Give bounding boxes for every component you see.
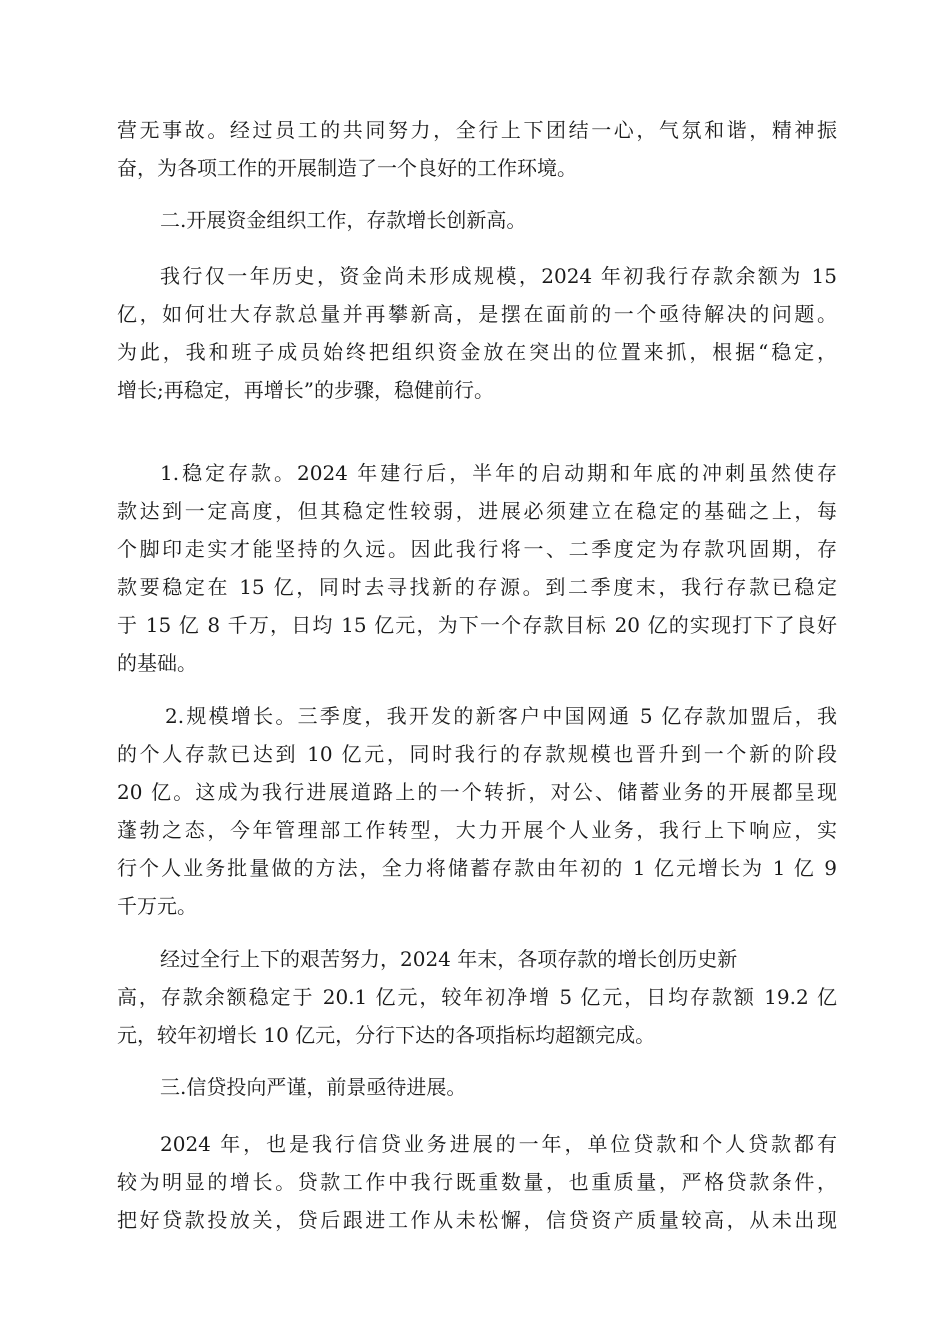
paragraph-line: 营无事故。经过员工的共同努力，全行上下团结一心，气氛和谐，精神振 (117, 118, 837, 142)
paragraph-line: 元，较年初增长 10 亿元，分行下达的各项指标均超额完成。 (117, 1023, 656, 1047)
paragraph-line: 我行仅一年历史，资金尚未形成规模，2024 年初我行存款余额为 15 (160, 264, 837, 288)
paragraph-line: 蓬勃之态，今年管理部工作转型，大力开展个人业务，我行上下响应，实 (117, 818, 837, 842)
paragraph-line: 行个人业务批量做的方法，全力将储蓄存款由年初的 1 亿元增长为 1 亿 9 (117, 856, 837, 880)
paragraph-line: 于 15 亿 8 千万，日均 15 亿元，为下一个存款目标 20 亿的实现打下了良好 (117, 613, 837, 637)
paragraph-line: 增长;再稳定，再增长”的步骤，稳健前行。 (117, 378, 494, 402)
paragraph-line: 2024 年，也是我行信贷业务进展的一年，单位贷款和个人贷款都有 (160, 1132, 837, 1156)
section-heading: 二.开展资金组织工作，存款增长创新高。 (160, 208, 527, 232)
paragraph-line: 20 亿。这成为我行进展道路上的一个转折，对公、储蓄业务的开展都呈现 (117, 780, 837, 804)
paragraph-line: 的基础。 (117, 651, 197, 675)
paragraph-line: 奋，为各项工作的开展制造了一个良好的工作环境。 (117, 156, 577, 180)
paragraph-line: 个脚印走实才能坚持的久远。因此我行将一、二季度定为存款巩固期，存 (117, 537, 837, 561)
paragraph-line: 较为明显的增长。贷款工作中我行既重数量，也重质量，严格贷款条件， (117, 1170, 837, 1194)
paragraph-line: 把好贷款投放关，贷后跟进工作从未松懈，信贷资产质量较高，从未出现 (117, 1208, 837, 1232)
paragraph-line: 经过全行上下的艰苦努力，2024 年末，各项存款的增长创历史新 (160, 947, 738, 971)
paragraph-line: 款达到一定高度，但其稳定性较弱，进展必须建立在稳定的基础之上，每 (117, 499, 837, 523)
paragraph-line: 为此，我和班子成员始终把组织资金放在突出的位置来抓，根据“稳定， (117, 340, 837, 364)
paragraph-line: 高，存款余额稳定于 20.1 亿元，较年初净增 5 亿元，日均存款额 19.2 亿 (117, 985, 837, 1009)
paragraph-line: 亿，如何壮大存款总量并再攀新高，是摆在面前的一个亟待解决的问题。 (117, 302, 837, 326)
paragraph-line: 千万元。 (117, 894, 197, 918)
paragraph-line: 款要稳定在 15 亿，同时去寻找新的存源。到二季度末，我行存款已稳定 (117, 575, 837, 599)
paragraph-line: 1.稳定存款。2024 年建行后，半年的启动期和年底的冲刺虽然使存 (160, 461, 837, 485)
paragraph-line: 2.规模增长。三季度，我开发的新客户中国网通 5 亿存款加盟后，我 (165, 704, 837, 728)
section-heading: 三.信贷投向严谨，前景亟待进展。 (160, 1075, 467, 1099)
paragraph-line: 的个人存款已达到 10 亿元，同时我行的存款规模也晋升到一个新的阶段 (117, 742, 837, 766)
